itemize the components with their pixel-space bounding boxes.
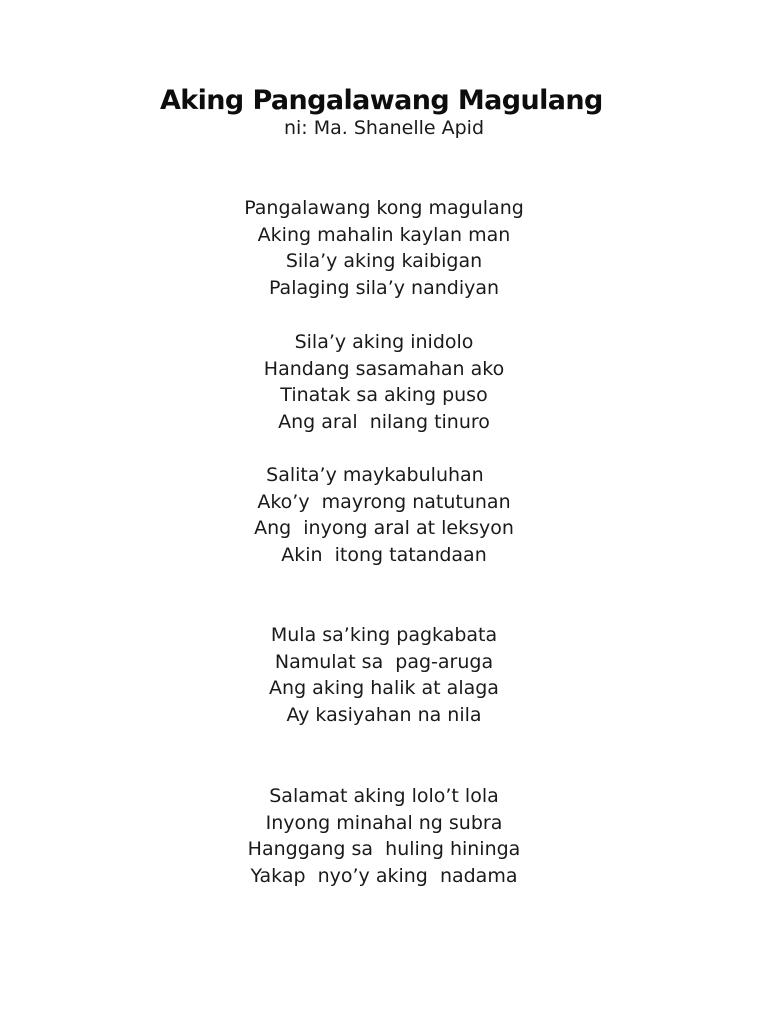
stanza-line: Sila’y aking kaibigan: [285, 250, 483, 273]
stanza-line: Namulat sa pag-aruga: [274, 650, 494, 673]
stanza-line: Ang aking halik at alaga: [269, 677, 499, 700]
stanza-2: [0, 329, 768, 436]
stanza-line: Salamat aking lolo’t lola: [269, 785, 499, 807]
stanza-line: Ang inyong aral at leksyon: [254, 517, 514, 540]
stanza-line: Sila’y aking inidolo: [294, 331, 474, 353]
stanza-line: Inyong minahal ng subra: [265, 811, 503, 834]
stanza-line: Akin itong tatandaan: [281, 544, 487, 567]
stanza-line: Ay kasiyahan na nila: [286, 704, 482, 727]
poem-title: Aking Pangalawang Magulang: [160, 85, 603, 116]
stanza-line: Handang sasamahan ako: [263, 357, 505, 380]
stanza-4: [0, 622, 768, 729]
stanza-line: Palaging sila’y nandiyan: [268, 277, 500, 300]
stanza-line: Hanggang sa huling hininga: [247, 838, 521, 861]
stanza-5: [0, 783, 768, 890]
stanza-line: Tinatak sa aking puso: [280, 384, 488, 407]
stanza-line: Salita’y maykabuluhan: [266, 464, 502, 486]
stanza-line: Pangalawang kong magulang: [244, 197, 524, 219]
stanza-line: Ang aral nilang tinuro: [278, 411, 490, 434]
stanza-1: [0, 195, 768, 302]
stanza-line: Ako’y mayrong natutunan: [257, 490, 511, 513]
stanza-3: [0, 462, 768, 569]
poem-author: ni: Ma. Shanelle Apid: [283, 117, 485, 139]
stanza-line: Mula sa’king pagkabata: [270, 624, 498, 646]
stanza-line: Yakap nyo’y aking nadama: [250, 865, 518, 888]
stanza-line: Aking mahalin kaylan man: [257, 223, 511, 246]
